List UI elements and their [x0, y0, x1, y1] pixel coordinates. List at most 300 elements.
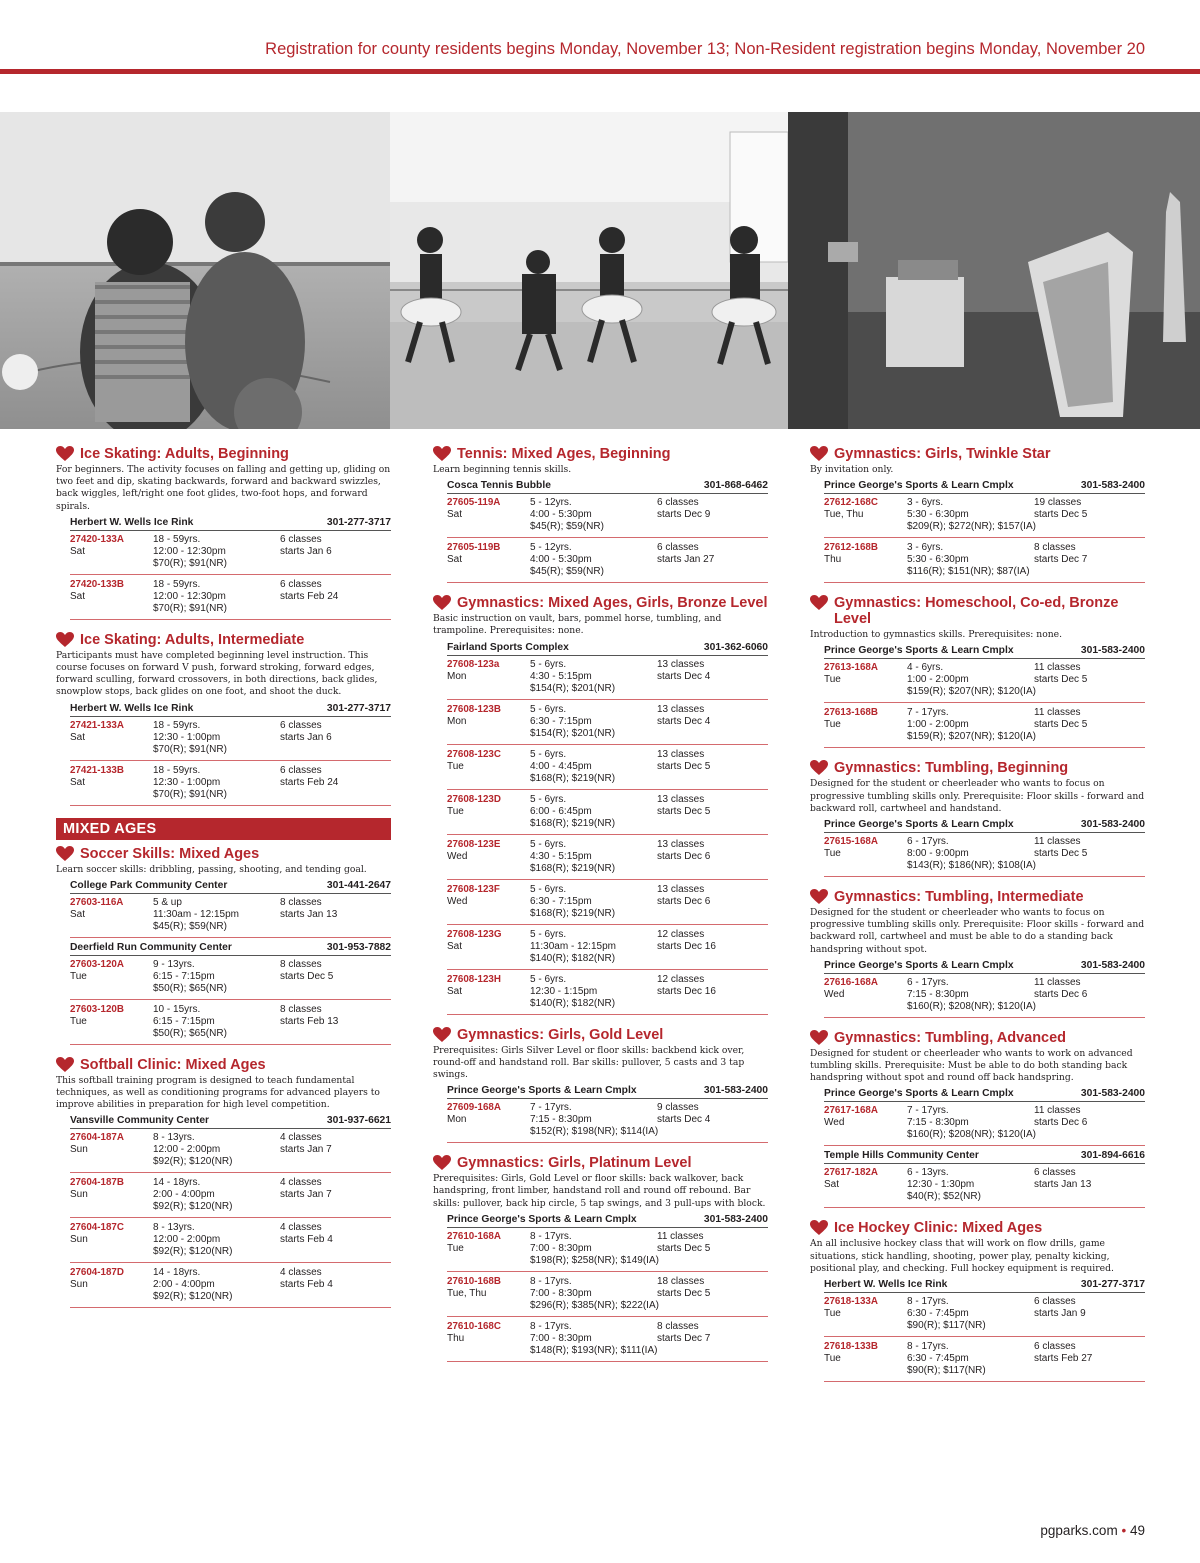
class-time: 6:15 - 7:15pm: [153, 970, 215, 982]
class-day: Mon: [447, 1114, 467, 1126]
class-time: 5:30 - 6:30pm: [907, 554, 969, 566]
class-start: starts Dec 4: [657, 670, 711, 682]
class-row: [70, 896, 391, 938]
section-description: For beginners. The activity focuses on falling and getting up, gliding on two feet and dip, skating backwards, forward and backward swizzles, back wiggles, left/right one foot glides, two-foot hops, and forward spirals.: [56, 464, 391, 512]
class-count: 6 classes: [280, 533, 322, 545]
class-start: starts Jan 27: [657, 554, 715, 566]
class-code[interactable]: 27608-123a: [447, 658, 500, 670]
class-age: 7 - 17yrs.: [907, 707, 949, 719]
class-day: Tue: [824, 1308, 841, 1320]
class-day: Tue, Thu: [824, 509, 864, 521]
class-age: 5 - 12yrs.: [530, 542, 572, 554]
class-row: [447, 658, 768, 700]
class-count: 13 classes: [657, 793, 705, 805]
class-code[interactable]: 27617-182A: [824, 1167, 878, 1179]
class-fee: $40(R); $52(NR): [907, 1191, 981, 1203]
section-description: Learn beginning tennis skills.: [433, 464, 572, 475]
class-day: Sat: [824, 1179, 840, 1191]
class-code[interactable]: 27421-133A: [70, 719, 124, 731]
class-row: [824, 1104, 1145, 1146]
class-code[interactable]: 27603-116A: [70, 896, 124, 908]
location-phone: 301-953-7882: [326, 941, 391, 953]
class-start: starts Jan 7: [280, 1189, 332, 1201]
section-title: Gymnastics: Mixed Ages, Girls, Bronze Level: [457, 595, 768, 612]
class-code[interactable]: 27609-168A: [447, 1102, 501, 1114]
location-name: Prince George's Sports & Learn Cmplx: [447, 1085, 637, 1097]
class-day: Sat: [447, 940, 463, 952]
section-title: Gymnastics: Girls, Twinkle Star: [834, 446, 1051, 462]
class-code[interactable]: 27608-123E: [447, 838, 501, 850]
class-start: starts Feb 4: [280, 1234, 333, 1246]
section-title: Ice Hockey Clinic: Mixed Ages: [834, 1220, 1043, 1237]
class-time: 5:30 - 6:30pm: [907, 509, 969, 521]
class-fee: $154(R); $201(NR): [530, 727, 616, 739]
section-gymnastics-bronze: [433, 595, 768, 1014]
class-count: 13 classes: [657, 883, 705, 895]
class-fee: $152(R); $198(NR); $114(IA): [530, 1126, 659, 1138]
section-description: Prerequisites: Girls, Gold Level or floor skills: back walkover, back handspring, front limber, handstand roll and round off rebound. Bar skills: pullover, back hip circle, 5 tap swings, and 3 pull-ups with block.: [433, 1173, 766, 1209]
class-row: [447, 973, 768, 1015]
class-time: 7:15 - 8:30pm: [530, 1114, 592, 1126]
class-count: 6 classes: [657, 497, 699, 509]
section-gymnastics-gold: [433, 1027, 768, 1144]
location-phone: 301-277-3717: [326, 702, 391, 714]
location-phone: 301-583-2400: [1080, 1088, 1145, 1100]
class-time: 6:30 - 7:45pm: [907, 1308, 969, 1320]
class-row: [447, 1101, 768, 1143]
location-phone: 301-894-6616: [1080, 1150, 1145, 1162]
class-code[interactable]: 27608-123G: [447, 928, 502, 940]
section-tumbling-advanced: [810, 1030, 1145, 1209]
class-start: starts Dec 5: [1034, 509, 1088, 521]
class-code[interactable]: 27610-168B: [447, 1275, 501, 1287]
class-start: starts Jan 6: [280, 545, 332, 557]
class-fee: $92(R); $120(NR): [153, 1246, 233, 1258]
class-fee: $168(R); $219(NR): [530, 862, 616, 874]
class-fee: $90(R); $117(NR): [907, 1365, 986, 1377]
location-row: [70, 1114, 391, 1129]
location-row: [447, 479, 768, 494]
class-code[interactable]: 27615-168A: [824, 836, 878, 848]
class-time: 7:15 - 8:30pm: [907, 988, 969, 1000]
section-description: By invitation only.: [810, 464, 894, 475]
class-code[interactable]: 27608-123D: [447, 793, 501, 805]
class-row: [70, 764, 391, 806]
class-fee: $50(R); $65(NR): [153, 982, 227, 994]
class-row: [70, 1131, 391, 1173]
class-fee: $209(R); $272(NR); $157(IA): [907, 521, 1036, 533]
class-row: [447, 748, 768, 790]
class-code[interactable]: 27612-168C: [824, 497, 878, 509]
location-phone: 301-441-2647: [326, 879, 391, 891]
art-gallery-photo: [788, 112, 1200, 429]
class-code[interactable]: 27608-123B: [447, 703, 501, 715]
class-start: starts Jan 6: [280, 731, 332, 743]
class-count: 11 classes: [657, 1230, 704, 1242]
class-code[interactable]: 27604-187B: [70, 1177, 124, 1189]
class-time: 4:00 - 5:30pm: [530, 554, 592, 566]
class-age: 5 - 6yrs.: [530, 793, 567, 805]
location-phone: 301-583-2400: [1080, 645, 1145, 657]
class-start: starts Jan 7: [280, 1144, 332, 1156]
class-day: Sat: [70, 731, 86, 743]
class-code[interactable]: 27421-133B: [70, 764, 124, 776]
class-age: 8 - 17yrs.: [530, 1320, 572, 1332]
class-time: 6:15 - 7:15pm: [153, 1015, 215, 1027]
class-start: starts Dec 5: [280, 970, 334, 982]
class-age: 3 - 6yrs.: [907, 542, 944, 554]
class-time: 12:30 - 1:15pm: [530, 985, 598, 997]
section-description: Participants must have completed beginning level instruction. This course focuses on forward V push, forward stroking, forward edges, forward sculling, forward crossovers, in both directions, back glides, snowplow stops, back glides on one foot, and shoot the duck.: [56, 649, 378, 698]
section-description: Designed for the student or cheerleader who wants to focus on progressive tumbling skills only. Prerequisite: Floor skills - forward and backward roll, cartwheel and must be able to do a standing back handspring without spot.: [810, 907, 1145, 955]
class-count: 13 classes: [657, 748, 705, 760]
section-title: Gymnastics: Tumbling, Beginning: [834, 760, 1069, 777]
class-day: Sat: [70, 545, 86, 557]
location-name: Prince George's Sports & Learn Cmplx: [824, 1088, 1014, 1100]
class-fee: $116(R); $151(NR); $87(IA): [907, 566, 1030, 578]
class-row: [447, 883, 768, 925]
heart-icon: [810, 1030, 828, 1046]
header-rule: [0, 69, 1200, 74]
class-time: 6:30 - 7:15pm: [530, 715, 592, 727]
class-time: 8:00 - 9:00pm: [907, 848, 969, 860]
class-day: Tue, Thu: [447, 1287, 487, 1299]
class-row: [824, 835, 1145, 877]
class-time: 12:00 - 12:30pm: [153, 545, 226, 557]
class-day: Wed: [447, 850, 468, 862]
class-count: 11 classes: [1034, 1105, 1081, 1117]
class-code[interactable]: 27613-168A: [824, 662, 878, 674]
class-start: starts Dec 5: [657, 805, 711, 817]
class-time: 6:00 - 6:45pm: [530, 805, 592, 817]
class-fee: $160(R); $208(NR); $120(IA): [907, 1129, 1036, 1141]
class-age: 18 - 59yrs.: [153, 533, 201, 545]
column-3: [810, 446, 1145, 1394]
class-age: 5 - 6yrs.: [530, 748, 567, 760]
location-phone: 301-277-3717: [1080, 1279, 1145, 1291]
class-day: Tue: [824, 719, 841, 731]
mixed-ages-banner: MIXED AGES: [56, 818, 391, 840]
class-start: starts Dec 4: [657, 1114, 711, 1126]
page-number: 49: [1129, 1523, 1145, 1538]
class-count: 19 classes: [1034, 497, 1082, 509]
class-age: 14 - 18yrs.: [153, 1177, 201, 1189]
location-phone: 301-583-2400: [703, 1085, 768, 1097]
class-code[interactable]: 27603-120B: [70, 1003, 124, 1015]
class-day: Sat: [70, 776, 86, 788]
class-code[interactable]: 27605-119B: [447, 542, 501, 554]
class-day: Tue: [824, 674, 841, 686]
class-start: starts Dec 7: [657, 1332, 711, 1344]
class-code[interactable]: 27608-123C: [447, 748, 501, 760]
section-description: Basic instruction on vault, bars, pommel horse, tumbling, and trampoline. Prerequisites: none.: [433, 613, 722, 637]
class-row: [824, 1340, 1145, 1382]
class-start: starts Jan 13: [280, 908, 338, 920]
location-row: [447, 641, 768, 656]
class-count: 4 classes: [280, 1222, 322, 1234]
class-start: starts Feb 4: [280, 1279, 333, 1291]
class-code[interactable]: 27608-123H: [447, 973, 501, 985]
class-age: 5 - 6yrs.: [530, 928, 567, 940]
class-fee: $92(R); $120(NR): [153, 1201, 233, 1213]
class-day: Sat: [447, 554, 463, 566]
class-fee: $70(R); $91(NR): [153, 557, 227, 569]
class-start: starts Dec 5: [657, 1242, 711, 1254]
location-phone: 301-868-6462: [703, 480, 768, 492]
column-2: [433, 446, 768, 1374]
class-age: 14 - 18yrs.: [153, 1267, 201, 1279]
heart-icon: [433, 1155, 451, 1171]
class-fee: $45(R); $59(NR): [530, 521, 604, 533]
heart-icon: [810, 446, 828, 462]
class-age: 5 - 6yrs.: [530, 883, 567, 895]
section-description: Designed for student or cheerleader who wants to work on advanced tumbling skills. Prerequisite: Must be able to do both standing back handspring without spot and round off back handspring.: [810, 1047, 1133, 1084]
location-name: Prince George's Sports & Learn Cmplx: [824, 959, 1014, 971]
location-row: [70, 702, 391, 717]
section-description: Designed for the student or cheerleader who wants to focus on progressive tumbling skills only. Prerequisite: Floor skills - forward and backward roll, cartwheel and handstand.: [810, 778, 1145, 814]
section-title: Gymnastics: Tumbling, Intermediate: [834, 889, 1084, 906]
class-day: Tue: [70, 1015, 87, 1027]
class-fee: $70(R); $91(NR): [153, 788, 227, 800]
location-row: [447, 1213, 768, 1228]
class-age: 18 - 59yrs.: [153, 719, 201, 731]
class-age: 6 - 13yrs.: [907, 1167, 949, 1179]
class-code[interactable]: 27604-187A: [70, 1132, 124, 1144]
class-row: [447, 928, 768, 970]
class-code[interactable]: 27610-168C: [447, 1320, 501, 1332]
class-code[interactable]: 27604-187C: [70, 1222, 124, 1234]
class-fee: $140(R); $182(NR): [530, 997, 616, 1009]
location-row: [824, 818, 1145, 833]
class-time: 7:00 - 8:30pm: [530, 1242, 592, 1254]
class-row: [824, 661, 1145, 703]
class-row: [447, 793, 768, 835]
class-start: starts Dec 6: [657, 895, 711, 907]
section-ice-skating-intermediate: [56, 632, 391, 806]
class-count: 8 classes: [280, 896, 322, 908]
class-row: [447, 1320, 768, 1362]
class-time: 4:30 - 5:15pm: [530, 670, 592, 682]
location-row: [824, 959, 1145, 974]
class-age: 5 - 6yrs.: [530, 658, 567, 670]
class-row: [824, 706, 1145, 748]
class-time: 12:30 - 1:00pm: [153, 731, 221, 743]
class-code[interactable]: 27612-168B: [824, 542, 878, 554]
location-row: [824, 1149, 1145, 1164]
footer-site-link[interactable]: pgparks.com: [1040, 1523, 1118, 1538]
class-count: 6 classes: [1034, 1341, 1076, 1353]
class-time: 2:00 - 4:00pm: [153, 1279, 215, 1291]
class-count: 8 classes: [280, 958, 322, 970]
class-age: 5 - 6yrs.: [530, 973, 567, 985]
class-code[interactable]: 27610-168A: [447, 1230, 501, 1242]
class-day: Wed: [824, 1117, 845, 1129]
class-age: 8 - 13yrs.: [153, 1222, 195, 1234]
class-age: 8 - 13yrs.: [153, 1132, 195, 1144]
class-count: 18 classes: [657, 1275, 705, 1287]
class-fee: $159(R); $207(NR); $120(IA): [907, 686, 1036, 698]
section-title: Gymnastics: Homeschool, Co-ed, Bronze Level: [834, 595, 1119, 628]
location-name: Vansville Community Center: [70, 1115, 210, 1127]
class-count: 11 classes: [1034, 662, 1081, 674]
class-row: [447, 838, 768, 880]
class-age: 8 - 17yrs.: [907, 1341, 949, 1353]
class-day: Sun: [70, 1189, 88, 1201]
class-day: Tue: [447, 1242, 464, 1254]
location-name: Prince George's Sports & Learn Cmplx: [824, 480, 1014, 492]
class-start: starts Dec 5: [657, 760, 711, 772]
class-count: 13 classes: [657, 838, 705, 850]
class-start: starts Feb 13: [280, 1015, 339, 1027]
location-row: [70, 879, 391, 894]
class-start: starts Dec 5: [1034, 674, 1088, 686]
location-row: [70, 516, 391, 531]
class-count: 9 classes: [657, 1102, 699, 1114]
class-fee: $70(R); $91(NR): [153, 602, 227, 614]
class-fee: $159(R); $207(NR); $120(IA): [907, 731, 1036, 743]
location-row: [824, 479, 1145, 494]
class-row: [70, 1266, 391, 1308]
section-ice-hockey-clinic: [810, 1220, 1145, 1382]
class-row: [70, 1221, 391, 1263]
class-count: 6 classes: [1034, 1167, 1076, 1179]
class-fee: $92(R); $120(NR): [153, 1156, 233, 1168]
class-code[interactable]: 27420-133A: [70, 533, 124, 545]
location-name: Cosca Tennis Bubble: [447, 480, 551, 492]
class-fee: $198(R); $258(NR); $149(IA): [530, 1254, 659, 1266]
section-description: Learn soccer skills: dribbling, passing, shooting, and tending goal.: [56, 863, 367, 875]
class-time: 12:00 - 12:30pm: [153, 590, 226, 602]
class-time: 4:00 - 5:30pm: [530, 509, 592, 521]
section-title: Ice Skating: Adults, Intermediate: [80, 631, 305, 648]
section-title: Gymnastics: Girls, Gold Level: [457, 1026, 664, 1043]
section-title: Gymnastics: Girls, Platinum Level: [457, 1155, 692, 1172]
class-day: Wed: [824, 988, 845, 1000]
class-day: Sat: [70, 908, 86, 920]
section-gymnastics-homeschool: [810, 595, 1145, 748]
class-count: 4 classes: [280, 1177, 322, 1189]
class-code[interactable]: 27617-168A: [824, 1105, 878, 1117]
class-time: 4:30 - 5:15pm: [530, 850, 592, 862]
class-age: 8 - 17yrs.: [530, 1230, 572, 1242]
class-fee: $92(R); $120(NR): [153, 1291, 233, 1303]
class-count: 8 classes: [657, 1320, 699, 1332]
class-day: Mon: [447, 715, 467, 727]
class-count: 11 classes: [1034, 976, 1081, 988]
heart-icon: [433, 1027, 451, 1043]
class-time: 12:00 - 2:00pm: [153, 1234, 221, 1246]
footer-separator: •: [1121, 1523, 1127, 1538]
class-age: 18 - 59yrs.: [153, 764, 201, 776]
heart-icon: [810, 889, 828, 905]
class-code[interactable]: 27604-187D: [70, 1267, 124, 1279]
registration-notice: Registration for county residents begins Monday, November 13; Non-Resident registration begins Monday, November 20: [265, 40, 1145, 58]
class-time: 12:30 - 1:30pm: [907, 1179, 975, 1191]
class-fee: $143(R); $186(NR); $108(IA): [907, 860, 1036, 872]
class-row: [824, 1295, 1145, 1337]
class-fee: $90(R); $117(NR): [907, 1320, 986, 1332]
class-age: 7 - 17yrs.: [907, 1105, 949, 1117]
class-day: Tue: [824, 1353, 841, 1365]
class-code[interactable]: 27616-168A: [824, 976, 878, 988]
class-time: 11:30am - 12:15pm: [530, 940, 616, 952]
class-day: Tue: [447, 760, 464, 772]
class-fee: $168(R); $219(NR): [530, 907, 616, 919]
class-fee: $296(R); $385(NR); $222(IA): [530, 1299, 659, 1311]
class-code[interactable]: 27618-133A: [824, 1296, 878, 1308]
heart-icon: [433, 595, 451, 611]
class-fee: $168(R); $219(NR): [530, 772, 616, 784]
class-code[interactable]: 27605-119A: [447, 497, 501, 509]
class-row: [824, 1166, 1145, 1208]
class-code[interactable]: 27613-168B: [824, 707, 878, 719]
heart-icon: [56, 846, 74, 862]
class-age: 7 - 17yrs.: [530, 1102, 572, 1114]
section-softball-clinic: [56, 1057, 391, 1309]
class-row: [70, 578, 391, 620]
section-soccer-skills: [56, 846, 391, 1045]
class-time: 11:30am - 12:15pm: [153, 908, 239, 920]
class-start: starts Dec 6: [657, 850, 711, 862]
class-age: 18 - 59yrs.: [153, 578, 201, 590]
class-start: starts Dec 16: [657, 940, 716, 952]
class-row: [824, 541, 1145, 583]
class-fee: $50(R); $65(NR): [153, 1027, 227, 1039]
class-age: 5 - 6yrs.: [530, 838, 567, 850]
class-age: 8 - 17yrs.: [530, 1275, 572, 1287]
location-phone: 301-583-2400: [1080, 480, 1145, 492]
class-fee: $168(R); $219(NR): [530, 817, 616, 829]
heart-icon: [433, 446, 451, 462]
class-count: 11 classes: [1034, 836, 1081, 848]
location-row: [447, 1084, 768, 1099]
heart-icon: [56, 446, 74, 462]
class-row: [447, 541, 768, 583]
class-day: Mon: [447, 670, 467, 682]
class-start: starts Dec 5: [1034, 719, 1088, 731]
class-code[interactable]: 27608-123F: [447, 883, 500, 895]
section-description: Introduction to gymnastics skills. Prerequisites: none.: [810, 629, 1063, 641]
section-title: Soccer Skills: Mixed Ages: [80, 845, 260, 862]
class-fee: $45(R); $59(NR): [153, 920, 227, 932]
class-count: 13 classes: [657, 703, 705, 715]
column-1: [56, 446, 391, 1320]
class-time: 2:00 - 4:00pm: [153, 1189, 215, 1201]
class-start: starts Dec 9: [657, 509, 711, 521]
class-code[interactable]: 27603-120A: [70, 958, 124, 970]
class-start: starts Jan 13: [1034, 1179, 1092, 1191]
class-count: 13 classes: [657, 658, 705, 670]
class-age: 6 - 17yrs.: [907, 976, 949, 988]
class-row: [70, 1003, 391, 1045]
class-count: 4 classes: [280, 1267, 322, 1279]
class-count: 12 classes: [657, 973, 705, 985]
section-tennis-beginning: [433, 446, 768, 583]
class-time: 1:00 - 2:00pm: [907, 719, 969, 731]
location-phone: 301-583-2400: [703, 1213, 768, 1225]
class-count: 12 classes: [657, 928, 705, 940]
location-row: [70, 941, 391, 956]
class-row: [447, 1275, 768, 1317]
class-code[interactable]: 27618-133B: [824, 1341, 878, 1353]
class-code[interactable]: 27420-133B: [70, 578, 124, 590]
location-name: Temple Hills Community Center: [824, 1150, 979, 1162]
location-row: [824, 644, 1145, 659]
class-row: [447, 496, 768, 538]
heart-icon: [810, 760, 828, 776]
location-name: College Park Community Center: [70, 879, 228, 891]
class-time: 12:30 - 1:00pm: [153, 776, 221, 788]
